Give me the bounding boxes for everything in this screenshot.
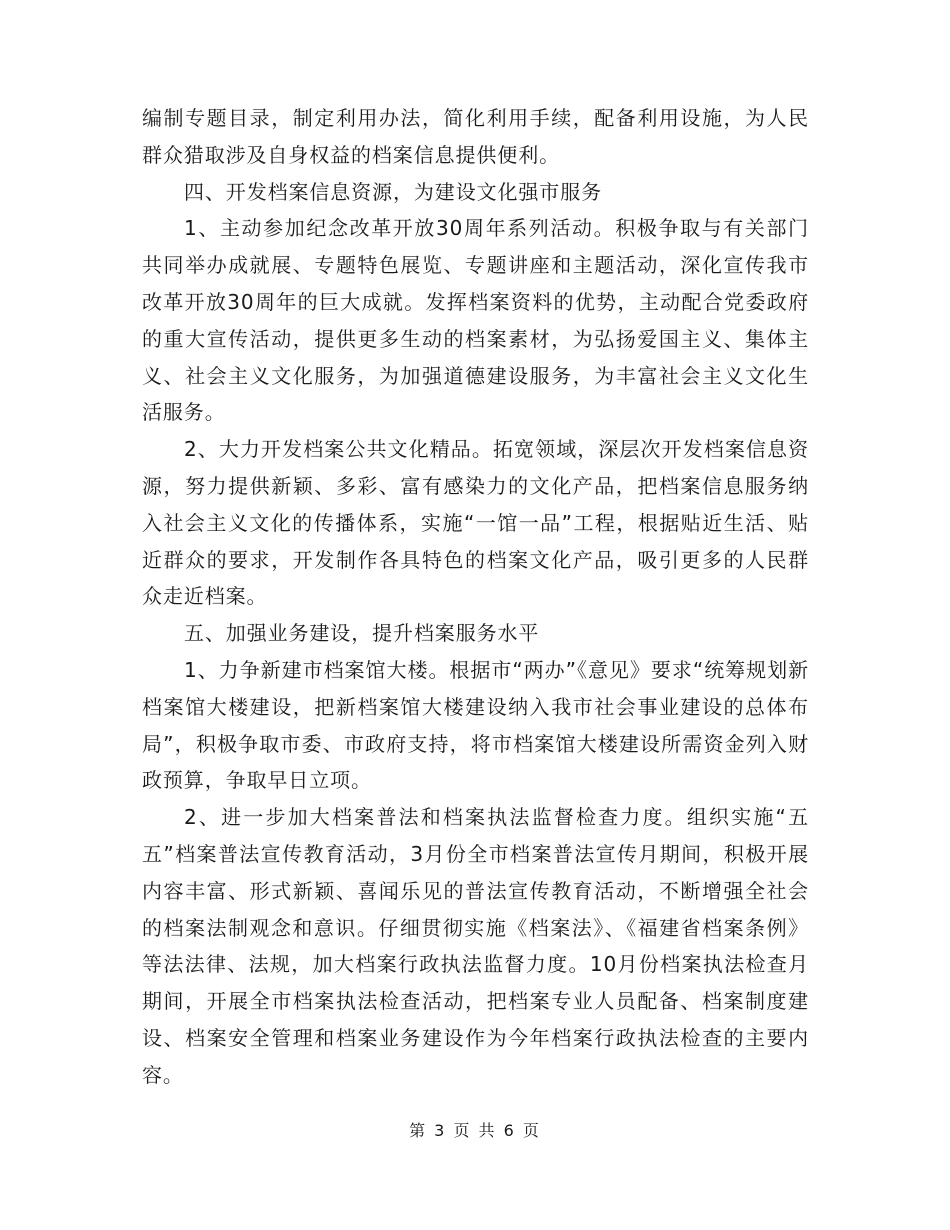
paragraph-item-4-1: 1、主动参加纪念改革开放30周年系列活动。积极争取与有关部门共同举办成就展、专题特色展览、专题讲座和主题活动，深化宣传我市改革开放30周年的巨大成就。发挥档案资料的优势，主动配合党委政府的重大宣传活动，提供更多生动的档案素材，为弘扬爱国主义、集体主义、社会主义文化服务，为加强道德建设服务，为丰富社会主义文化生活服务。 xyxy=(142,216,809,425)
paragraph-item-5-2: 2、进一步加大档案普法和档案执法监督检查力度。组织实施“五五”档案普法宣传教育活动，3月份全市档案普法宣传月期间，积极开展内容丰富、形式新颖、喜闻乐见的普法宣传教育活动，不断增强全社会的档案法制观念和意识。仔细贯彻实施《档案法》、《福建省档案条例》等法法律、法规，加大档案行政执法监督力度。10月份档案执法检查月期间，开展全市档案执法检查活动，把档案专业人员配备、档案制度建设、档案安全管理和档案业务建设作为今年档案行政执法检查的主要内容。 xyxy=(142,805,809,1087)
paragraph-continuation: 编制专题目录，制定利用办法，简化利用手续，配备利用设施，为人民群众猎取涉及自身权益的档案信息提供便利。 xyxy=(142,106,809,167)
page-number-footer: 第 3 页 共 6 页 xyxy=(409,1121,541,1140)
paragraph-item-5-1: 1、力争新建市档案馆大楼。根据市“两办”《意见》要求“统筹规划新档案馆大楼建设，把新档案馆大楼建设纳入我市社会事业建设的总体布局”，积极争取市委、市政府支持，将市档案馆大楼建设所需资金列入财政预算，争取早日立项。 xyxy=(142,657,809,793)
paragraph-item-4-2: 2、大力开发档案公共文化精品。拓宽领域，深层次开发档案信息资源，努力提供新颖、多彩、富有感染力的文化产品，把档案信息服务纳入社会主义文化的传播体系，实施“一馆一品”工程，根据贴近生活、贴近群众的要求，开发制作各具特色的档案文化产品，吸引更多的人民群众走近档案。 xyxy=(142,437,809,609)
section-heading-4: 四、开发档案信息资源，为建设文化强市服务 xyxy=(184,179,602,204)
section-heading-5: 五、加强业务建设，提升档案服务水平 xyxy=(184,621,540,646)
document-body xyxy=(142,100,809,1094)
